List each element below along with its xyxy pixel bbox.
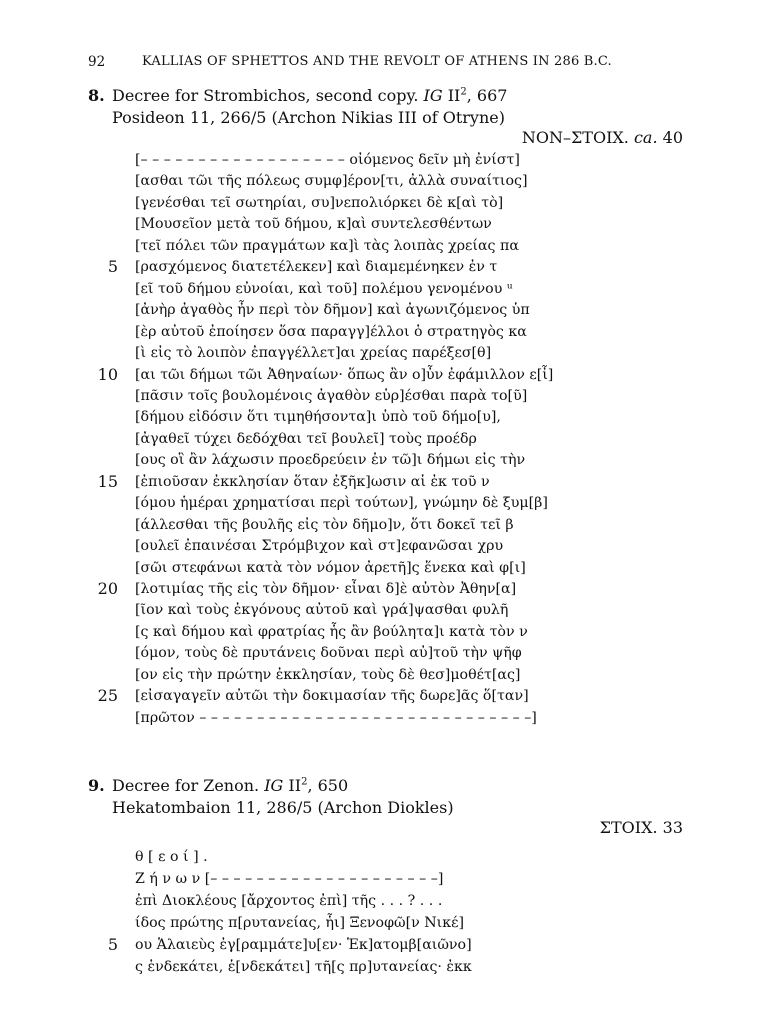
inscription-line: [δήμου εἰδόσιν ὅτι τιμηθήσοντα]ι ὑπὸ τοῦ δήμο[υ],: [135, 409, 501, 426]
running-title: KALLIAS OF SPHETTOS AND THE REVOLT OF ATHENS IN 286 B.C.: [142, 54, 612, 69]
inscription-line: [λοτιμίας τῆς εἰς τὸν δῆμον· εἶναι δ]ὲ αὐτὸν Ἀθην[α]: [135, 581, 517, 597]
line-number: 15: [97, 471, 118, 491]
inscription-line: [όμου ἡμέραι χρηματίσαι περὶ τούτων], γνώμην δὲ ξυμ[β]: [135, 495, 548, 512]
decree9-title-pre: Decree for Zenon.: [112, 776, 265, 795]
inscription-line: [Μουσεῖον μετὰ τοῦ δήμου, κ]αὶ συντελεσθέντων: [135, 216, 492, 233]
page-number: 92: [88, 54, 106, 70]
inscription-line: [γενέσθαι τεῖ σωτηρίαι, συ]νεπολιόρκει δὲ κ[αὶ τὸ]: [135, 194, 504, 211]
decree8-stoich-label: NON–ΣΤΟΙΧ.: [521, 128, 634, 147]
decree8-date: Posideon 11, 266/5 (Archon Nikias III of Otryne): [112, 108, 505, 127]
decree8-title-ig: IG: [423, 86, 443, 105]
inscription-line: [ῖον καὶ τοὺς ἐκγόνους αὐτοῦ καὶ γρά]ψασθαι φυλῆ: [135, 602, 509, 619]
inscription-line: [πᾶσιν τοῖς βουλομένοις ἀγαθὸν εὑρ]έσθαι παρὰ το[ῦ]: [135, 387, 528, 404]
inscription-line: [εῖ τοῦ δήμου εὐνοίαι, καὶ τοῦ] πολέμου γενομένου ᵘ: [135, 280, 513, 297]
inscription-line: Ζ ή ν ω ν [– – – – – – – – – – – – – – – – – – – –]: [135, 871, 444, 887]
inscription-line: ίδος πρώτης π[ρυτανείας, ἧι] Ξενοφῶ[ν Νικέ]: [135, 915, 464, 931]
inscription-line: [– – – – – – – – – – – – – – – – – – οἰόμενος δεῖν μὴ ἐνίστ]: [135, 152, 520, 168]
line-number: 5: [107, 935, 118, 954]
inscription-line: [ὲρ αὐτοῦ ἐποίησεν ὅσα παραγγ]έλλοι ὁ στρατηγὸς κα: [135, 323, 527, 340]
decree8-title-sup: 2: [460, 86, 467, 98]
inscription-line: ς ἑνδεκάτει, ἑ[νδεκάτει] τῆ[ς πρ]υτανείας· ἐκκ: [135, 959, 472, 975]
decree8-title-ref: , 667: [466, 86, 508, 105]
inscription-line: [ουλεῖ ἐπαινέσαι Στρόμβιχον καὶ στ]εφανῶσαι χρυ: [135, 538, 504, 555]
entry-number-8: 8.: [88, 86, 105, 105]
decree8-stoich: [522, 128, 683, 147]
decree9-title-ig: IG: [264, 776, 284, 795]
decree9-date: Hekatombaion 11, 286/5 (Archon Diokles): [112, 798, 454, 817]
line-number: 25: [97, 686, 118, 706]
decree9-stoich: ΣΤΟΙΧ. 33: [599, 818, 683, 837]
decree8-title-ii: II: [442, 86, 461, 105]
decree8-stoich-ca: ca.: [633, 128, 658, 147]
entry-number-9: 9.: [88, 776, 105, 795]
line-number: 10: [97, 364, 118, 384]
inscription-line: [ους οἳ ἂν λάχωσιν προεδρεύειν ἐν τῶ]ι δήμωι εἰς τὴν: [135, 452, 526, 469]
inscription-line: [ἐπιοῦσαν ἐκκλησίαν ὅταν ἐξῆκ]ωσιν αἱ ἐκ τοῦ ν: [135, 473, 490, 490]
inscription-line: [εἰσαγαγεῖν αὐτῶι τὴν δοκιμασίαν τῆς δωρε]ᾶς ὅ[ταν]: [135, 688, 529, 705]
decree8-title: [112, 86, 507, 105]
inscription-line: [ς καὶ δήμου καὶ φρατρίας ἧς ἂν βούλητα]ι κατὰ τὸν ν: [135, 623, 528, 640]
decree9-title: [112, 776, 348, 795]
inscription-line: ου Ἁλαιεὺς ἐγ[ραμμάτε]υ[εν· Ἑκ]ατομβ[αιῶνο]: [135, 937, 472, 953]
decree8-stoich-num: 40: [657, 128, 683, 147]
inscription-line: θ [ ε ο ί ] .: [135, 849, 208, 865]
decree9-title-ref: , 650: [307, 776, 349, 795]
inscription-line: [όμον, τοὺς δὲ πρυτάνεις δοῦναι περὶ αὐ]τοῦ τὴν ψῆφ: [135, 645, 522, 662]
decree8-title-pre: Decree for Strombichos, second copy.: [112, 86, 424, 105]
line-number: 20: [97, 579, 118, 598]
inscription-line: [σῶι στεφάνωι κατὰ τὸν νόμον ἀρετῆ]ς ἕνεκα καὶ φ[ι]: [135, 559, 526, 576]
inscription-line: [πρῶτον – – – – – – – – – – – – – – – – – – – – – – – – – – – – –]: [135, 709, 537, 726]
decree9-title-sup: 2: [301, 776, 308, 788]
decree9-title-ii: II: [283, 776, 302, 795]
inscription-line: [ὶ εἰς τὸ λοιπὸν ἐπαγγέλλετ]αι χρείας παρέξεσ[θ]: [135, 345, 492, 362]
inscription-line: [άλλεσθαι τῆς βουλῆς εἰς τὸν δῆμο]ν, ὅτι δοκεῖ τεῖ β: [135, 516, 514, 533]
inscription-line: [ον εἰς τὴν πρώτην ἐκκλησίαν, τοὺς δὲ θεσ]μοθέτ[ας]: [135, 666, 521, 683]
inscription-line: [ἀγαθεῖ τύχει δεδόχθαι τεῖ βουλεῖ] τοὺς προέδρ: [135, 430, 477, 447]
line-number: 5: [107, 257, 118, 277]
inscription-line: [ἀνὴρ ἀγαθὸς ἦν περὶ τὸν δῆμον] καὶ ἀγωνιζόμενος ὑπ: [135, 302, 530, 319]
inscription-line: [τεῖ πόλει τῶν πραγμάτων κα]ὶ τὰς λοιπὰς χρείας πα: [135, 237, 519, 254]
inscription-line: [ασθαι τῶι τῆς πόλεως συμφ]έρον[τι, ἀλλὰ συναίτιος]: [135, 173, 528, 190]
inscription-line: [αι τῶι δήμωι τῶι Ἀθηναίων· ὅπως ἂν ο]ὖν ἐφάμιλλον ε[ἶ]: [135, 366, 554, 383]
inscription-line: ἐπὶ Διοκλέους [ἄρχοντος ἐπὶ] τῆς . . . ? . . .: [135, 893, 443, 909]
inscription-line: [ρασχόμενος διατετέλεκεν] καὶ διαμεμένηκεν ἐν τ: [135, 259, 498, 276]
